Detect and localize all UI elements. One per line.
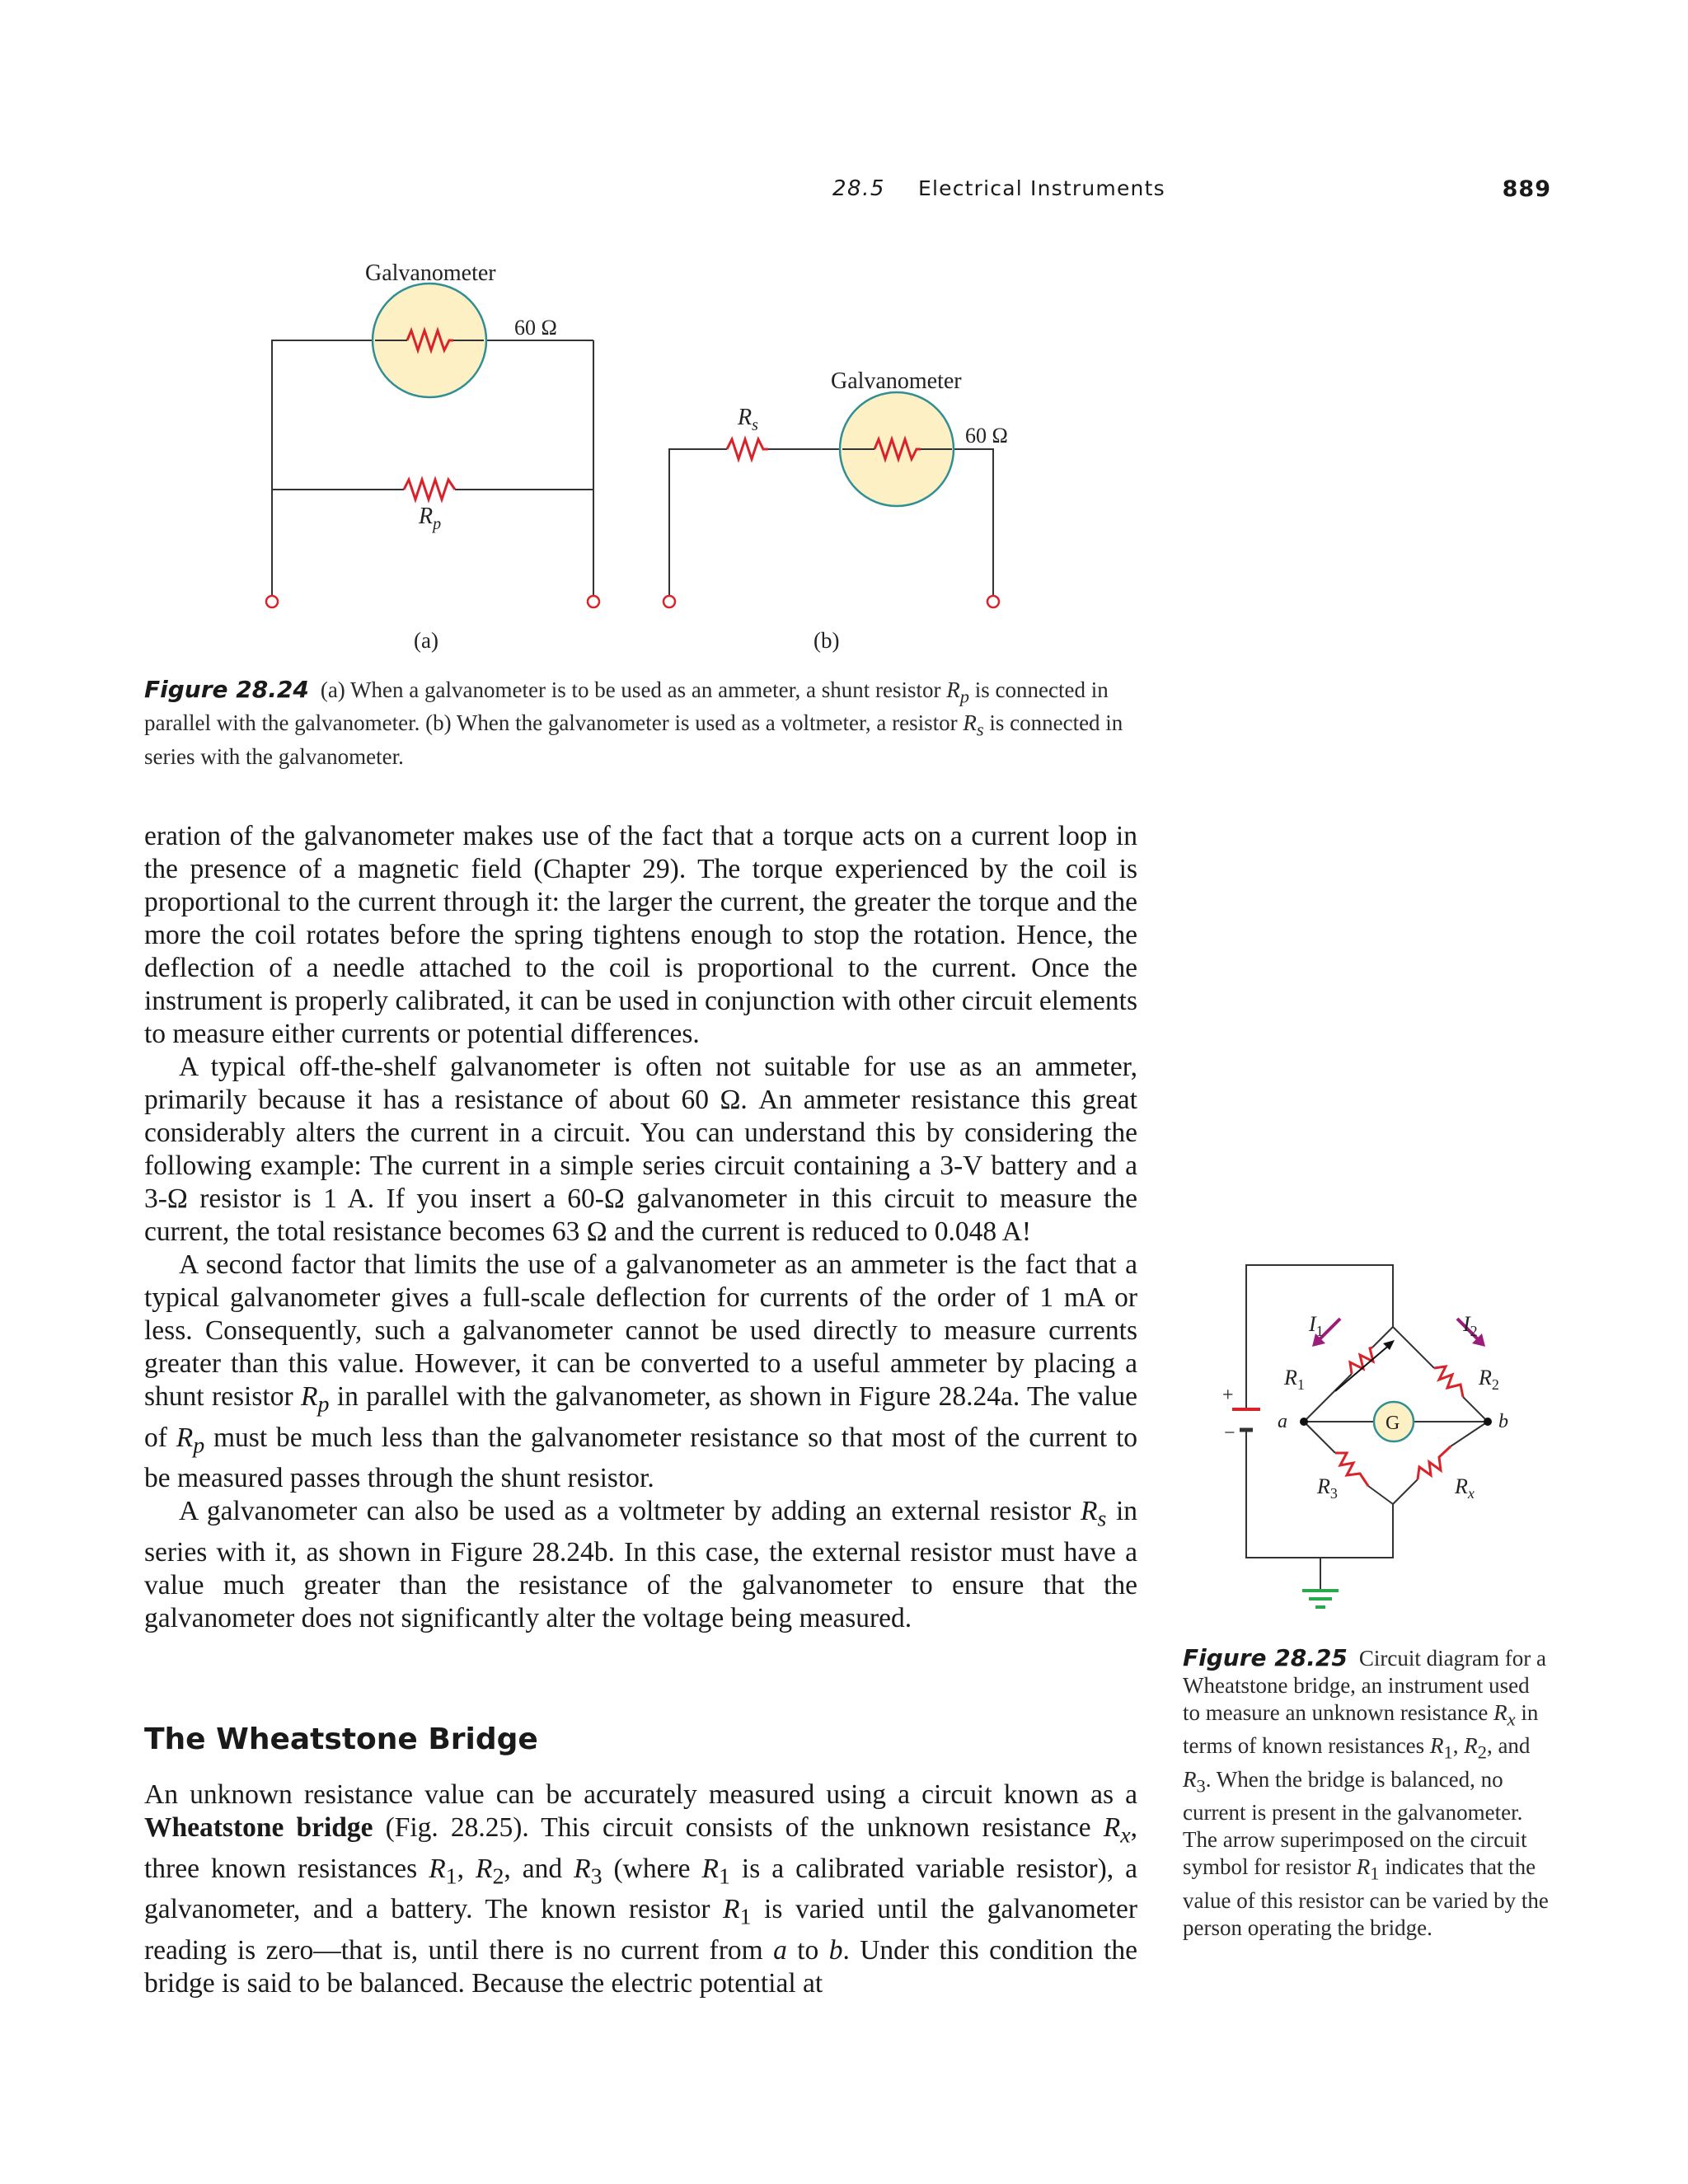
variable-arrow — [1335, 1343, 1391, 1391]
figure-28-24-caption — [144, 676, 1142, 771]
part-a-label: (a) — [414, 628, 438, 653]
label-r2: $R_2$ — [1479, 1366, 1499, 1393]
galvanometer-b-label: Galvanometer — [831, 368, 962, 394]
label-battery-minus: − — [1224, 1422, 1236, 1444]
figure-28-25-caption-text: Circuit diagram for a Wheatstone bridge, an instrument used to measure an unknown resistance $R_x$ in terms of known resistances $R_1$, $R_2$, and $R_3$. When the bridge is balanced, no current is present in the galvanometer. The arrow superimposed on the circuit symbol for resistor $R_1$ indicates that the value of this resistor can be varied by the person operating the bridge. — [1183, 1646, 1549, 1940]
header-section-number: 28.5 — [832, 176, 885, 201]
label-r3: $R_3$ — [1317, 1474, 1338, 1502]
part-b-label: (b) — [814, 628, 840, 653]
header-section-title: Electrical Instruments — [918, 176, 1165, 200]
paragraph-5: An unknown resistance value can be accurately measured using a circuit known as a Wheatstone bridge (Fig. 28.25). This circuit consists of the unknown resistance $R_x$, three known resistances $R_1$, $R_2$, and $R_3$ (where $R_1$ is a calibrated variable resistor), a galvanometer, and a battery. The known resistor $R_1$ is varied until the galvanometer reading is zero—that is, until there is no current from a to b. Under this condition the bridge is said to be balanced. Because the electric potential at — [144, 1779, 1137, 1999]
terminal-b-left — [663, 596, 675, 607]
resistor-rx — [1418, 1446, 1451, 1479]
wheatstone-paragraph — [144, 1779, 1137, 2000]
label-i2: $I_2$ — [1463, 1312, 1478, 1339]
galvanometer-a-resistance: 60 Ω — [514, 316, 557, 340]
resistor-r2 — [1434, 1366, 1463, 1397]
node-a — [1300, 1418, 1308, 1426]
figure-28-25-caption-label: Figure 28.25 — [1183, 1644, 1348, 1671]
shunt-resistor-label: $R_p$ — [419, 504, 442, 533]
terminal-a-left — [266, 596, 278, 607]
label-rx: $R_x$ — [1455, 1474, 1475, 1502]
galvanometer-b-resistance: 60 Ω — [965, 424, 1008, 448]
node-b — [1484, 1418, 1492, 1426]
figure-28-25-caption — [1183, 1644, 1550, 1942]
figure-28-25 — [1187, 1244, 1566, 1648]
terminal-b-right — [987, 596, 999, 607]
figure-28-24-caption-text: (a) When a galvanometer is to be used as an ammeter, a shunt resistor $R_p$ is connected in parallel with the galvanometer. (b) When the galvanometer is used as a voltmeter, a resistor $R_s$ is connected in series with the galvanometer. — [144, 677, 1123, 769]
label-battery-plus: + — [1222, 1385, 1234, 1406]
label-i1: $I_1$ — [1309, 1312, 1324, 1339]
shunt-resistor-rp — [404, 480, 455, 499]
label-node-a: a — [1278, 1411, 1287, 1432]
resistor-r3 — [1335, 1453, 1368, 1486]
terminal-a-right — [588, 596, 599, 607]
section-heading: The Wheatstone Bridge — [144, 1722, 538, 1756]
label-r1: $R_1$ — [1284, 1366, 1305, 1393]
figure-28-24 — [0, 0, 1154, 676]
label-node-b: b — [1498, 1411, 1508, 1432]
galvanometer-a-label: Galvanometer — [365, 260, 496, 286]
paragraph-1: eration of the galvanometer makes use of the fact that a torque acts on a current loop in the presence of a magnetic field (Chapter 29). The torque experienced by the coil is proportional to the current through it: the larger the current, the greater the torque and the more the coil rotates before the spring tightens enough to stop the rotation. Hence, the deflection of a needle attached to the coil is proportional to the current. Once the instrument is properly calibrated, it can be used in conjunction with other circuit elements to measure either currents or potential differences. — [144, 821, 1137, 1049]
paragraph-4: A galvanometer can also be used as a voltmeter by adding an external resistor $R_s$ in series with it, as shown in Figure 28.24b. In this case, the external resistor must have a value much greater than the resistance of the galvanometer to ensure that the galvanometer does not significantly alter the voltage being measured. — [144, 1496, 1138, 1634]
figure-28-24-caption-label: Figure 28.24 — [144, 676, 309, 703]
label-galvanometer: G — [1386, 1413, 1400, 1434]
ground-symbol — [1302, 1591, 1339, 1607]
series-resistor-label: $R_s$ — [738, 405, 758, 434]
paragraph-3: A second factor that limits the use of a galvanometer as an ammeter is the fact that a typical galvanometer gives a full-scale deflection for currents of the order of 1 mA or less. Consequently, such a galvanometer cannot be used directly to measure currents greater than this value. However, it can be converted to a useful ammeter by placing a shunt resistor $R_p$ in parallel with the galvanometer, as shown in Figure 28.24a. The value of $R_p$ must be much less than the galvanometer resistance so that most of the current to be measured passes through the shunt resistor. — [144, 1249, 1138, 1494]
body-text — [144, 820, 1137, 1635]
resistor-r1 — [1350, 1347, 1373, 1374]
page-number: 889 — [1502, 176, 1551, 202]
paragraph-2: A typical off-the-shelf galvanometer is often not suitable for use as an ammeter, primarily because it has a resistance of about 60 Ω. An ammeter resistance this great considerably alters the current in a circuit. You can understand this by considering the following example: The current in a simple series circuit containing a 3-V battery and a 3-Ω resistor is 1 A. If you insert a 60-Ω galvanometer in this circuit to measure the current, the total resistance becomes 63 Ω and the current is reduced to 0.048 A! — [144, 1052, 1137, 1247]
series-resistor-rs — [727, 439, 768, 459]
